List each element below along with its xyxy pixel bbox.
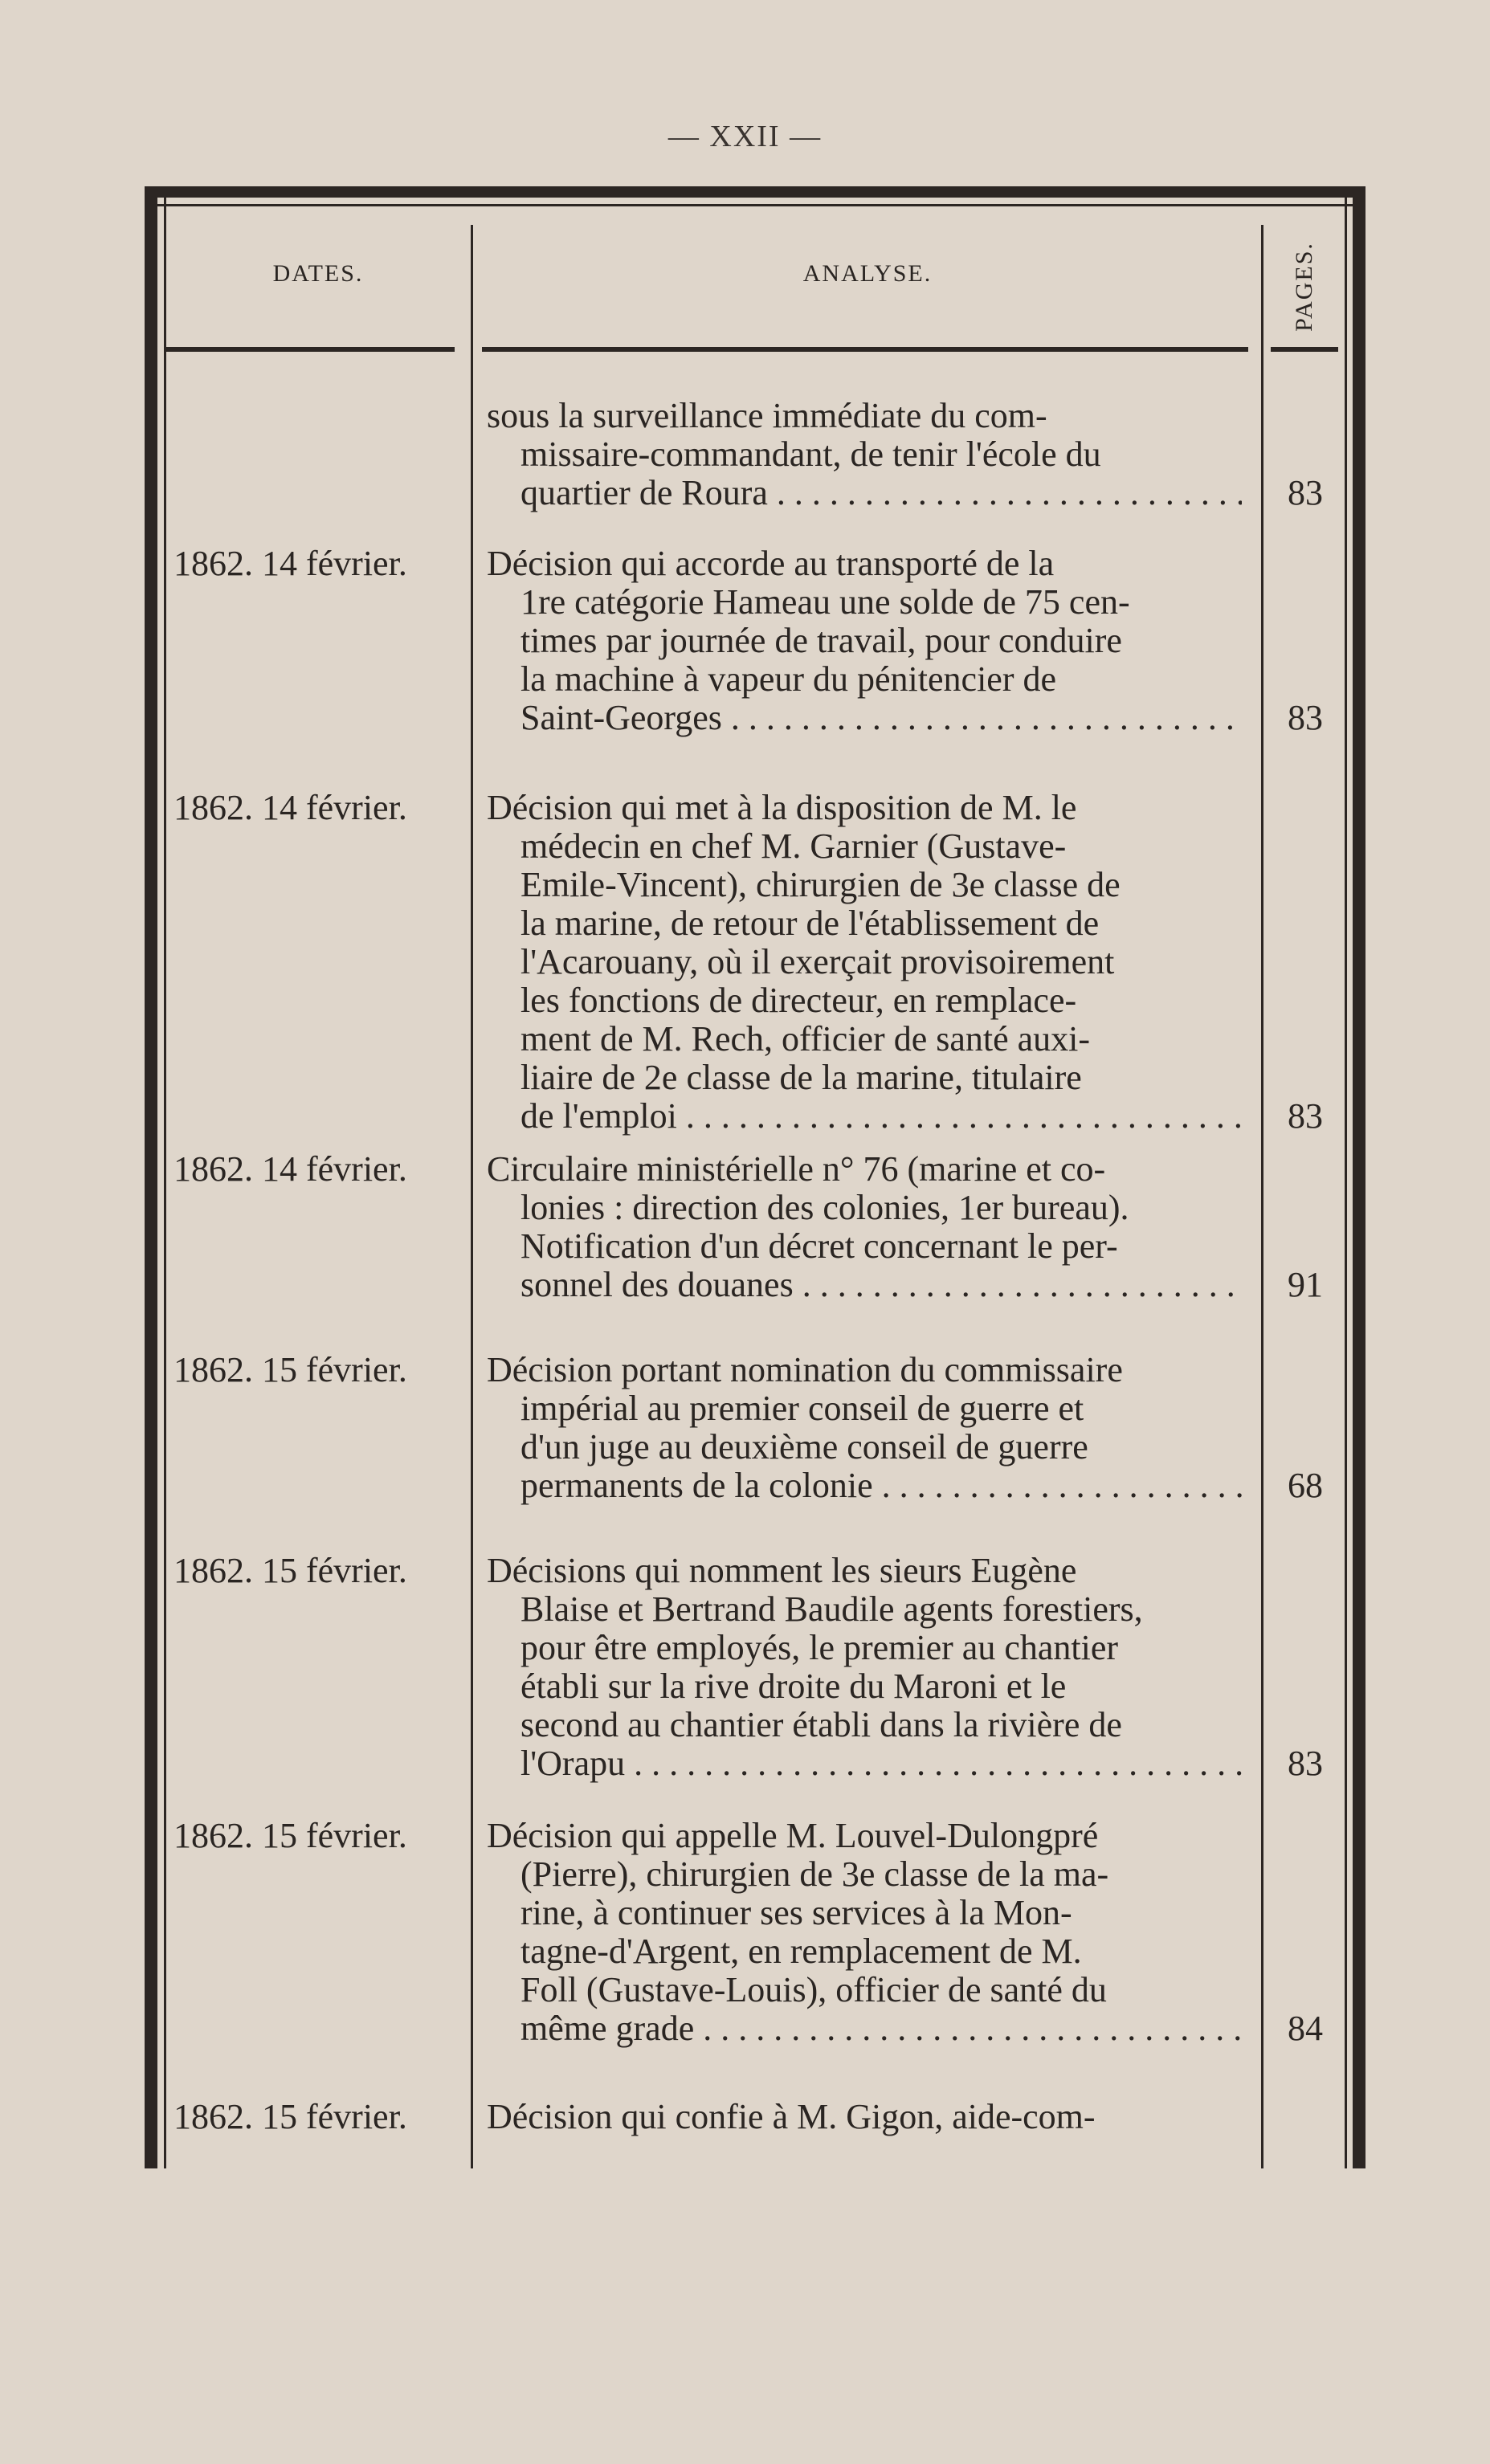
table-frame-right xyxy=(1353,186,1365,2168)
entry-page-number: 83 xyxy=(1288,1096,1323,1136)
table-frame-left xyxy=(145,186,157,2168)
entry-page-number: 84 xyxy=(1288,2009,1323,2048)
analysis-line: Décision qui appelle M. Louvel-Dulongpré xyxy=(487,1817,1099,1855)
column-divider-dates xyxy=(471,225,473,2168)
analysis-line: Décision qui met à la disposition de M. le xyxy=(487,789,1077,827)
table-frame-left-inner xyxy=(164,186,166,2168)
page-number: — XXII — xyxy=(667,120,823,153)
entry-analysis xyxy=(487,789,1242,1136)
analysis-line: l'Acarouany, où il exerçait provisoirement xyxy=(520,943,1115,981)
analysis-line: Foll (Gustave-Louis), officier de santé du xyxy=(520,1971,1107,2009)
entry-date: 1862. 15 février. xyxy=(173,1551,407,1590)
header-rule-analyse xyxy=(482,347,1248,352)
analysis-line: 1re catégorie Hameau une solde de 75 cen- xyxy=(520,583,1130,622)
table-frame-top-inner xyxy=(145,204,1365,206)
entry-analysis xyxy=(487,545,1242,737)
analysis-line: d'un juge au deuxième conseil de guerre xyxy=(520,1428,1088,1467)
index-table xyxy=(145,186,1365,2168)
analysis-line: Décision qui confie à M. Gigon, aide-com- xyxy=(487,2098,1096,2136)
entry-analysis xyxy=(487,1150,1242,1304)
entry-page-number: 83 xyxy=(1288,1744,1323,1783)
analysis-line: Circulaire ministérielle n° 76 (marine et co- xyxy=(487,1150,1106,1189)
analysis-line: ment de M. Rech, officier de santé auxi- xyxy=(520,1020,1091,1059)
analysis-line: établi sur la rive droite du Maroni et le xyxy=(520,1667,1067,1706)
entry-analysis xyxy=(487,2098,1242,2136)
analysis-line: la marine, de retour de l'établissement de xyxy=(520,904,1100,943)
analysis-line: Décision qui accorde au transporté de la xyxy=(487,545,1055,583)
header-rule-dates xyxy=(165,347,455,352)
entry-date: 1862. 14 février. xyxy=(173,1149,407,1189)
entry-analysis xyxy=(487,1351,1242,1505)
analysis-line: Notification d'un décret concernant le per- xyxy=(520,1227,1118,1266)
analysis-line: impérial au premier conseil de guerre et xyxy=(520,1389,1084,1428)
analysis-line: de l'emploi . . . xyxy=(487,1097,1242,1136)
analysis-line: tagne-d'Argent, en remplacement de M. xyxy=(520,1932,1082,1971)
entry-date: 1862. 15 février. xyxy=(173,1350,407,1389)
header-dates: DATES. xyxy=(272,260,364,287)
analysis-line: sonnel des douanes . . . xyxy=(487,1266,1242,1304)
table-frame-top xyxy=(145,186,1365,198)
entry-date: 1862. 14 février. xyxy=(173,788,407,827)
analysis-line: quartier de Roura . . . xyxy=(487,474,1242,512)
analysis-line: Décision portant nomination du commissaire xyxy=(487,1351,1123,1389)
analysis-line: Décisions qui nomment les sieurs Eugène xyxy=(487,1552,1077,1590)
analysis-line: la machine à vapeur du pénitencier de xyxy=(520,660,1057,699)
entry-page-number: 68 xyxy=(1288,1466,1323,1505)
analysis-line: times par journée de travail, pour conduire xyxy=(520,622,1122,660)
entry-analysis xyxy=(487,397,1242,512)
header-pages: PAGES. xyxy=(1291,242,1317,332)
table-frame-right-inner xyxy=(1345,186,1347,2168)
analysis-line: pour être employés, le premier au chantier xyxy=(520,1629,1119,1667)
analysis-line: sous la surveillance immédiate du com- xyxy=(487,397,1047,435)
entry-analysis xyxy=(487,1817,1242,2048)
entry-page-number: 83 xyxy=(1288,473,1323,512)
entry-date: 1862. 15 février. xyxy=(173,1816,407,1855)
column-divider-pages xyxy=(1261,225,1263,2168)
analysis-line: missaire-commandant, de tenir l'école du xyxy=(520,435,1101,474)
entry-page-number: 83 xyxy=(1288,698,1323,737)
analysis-line: Saint-Georges . . . xyxy=(487,699,1242,737)
header-analyse: ANALYSE. xyxy=(802,260,933,287)
analysis-line: liaire de 2e classe de la marine, titulaire xyxy=(520,1059,1082,1097)
analysis-line: rine, à continuer ses services à la Mon- xyxy=(520,1894,1072,1932)
entry-date: 1862. 14 février. xyxy=(173,544,407,583)
analysis-line: les fonctions de directeur, en remplace- xyxy=(520,981,1077,1020)
analysis-line: (Pierre), chirurgien de 3e classe de la ma- xyxy=(520,1855,1109,1894)
analysis-line: second au chantier établi dans la rivière de xyxy=(520,1706,1122,1744)
analysis-line: Emile-Vincent), chirurgien de 3e classe de xyxy=(520,866,1121,904)
analysis-line: l'Orapu . . . xyxy=(487,1744,1242,1783)
analysis-line: Blaise et Bertrand Baudile agents forestiers, xyxy=(520,1590,1143,1629)
entry-analysis xyxy=(487,1552,1242,1783)
header-rule-pages xyxy=(1271,347,1338,352)
analysis-line: même grade . . . xyxy=(487,2009,1242,2048)
analysis-line: permanents de la colonie . . . xyxy=(487,1467,1242,1505)
entry-date: 1862. 15 février. xyxy=(173,2097,407,2136)
entry-page-number: 91 xyxy=(1288,1265,1323,1304)
analysis-line: lonies : direction des colonies, 1er bureau). xyxy=(520,1189,1129,1227)
analysis-line: médecin en chef M. Garnier (Gustave- xyxy=(520,827,1067,866)
